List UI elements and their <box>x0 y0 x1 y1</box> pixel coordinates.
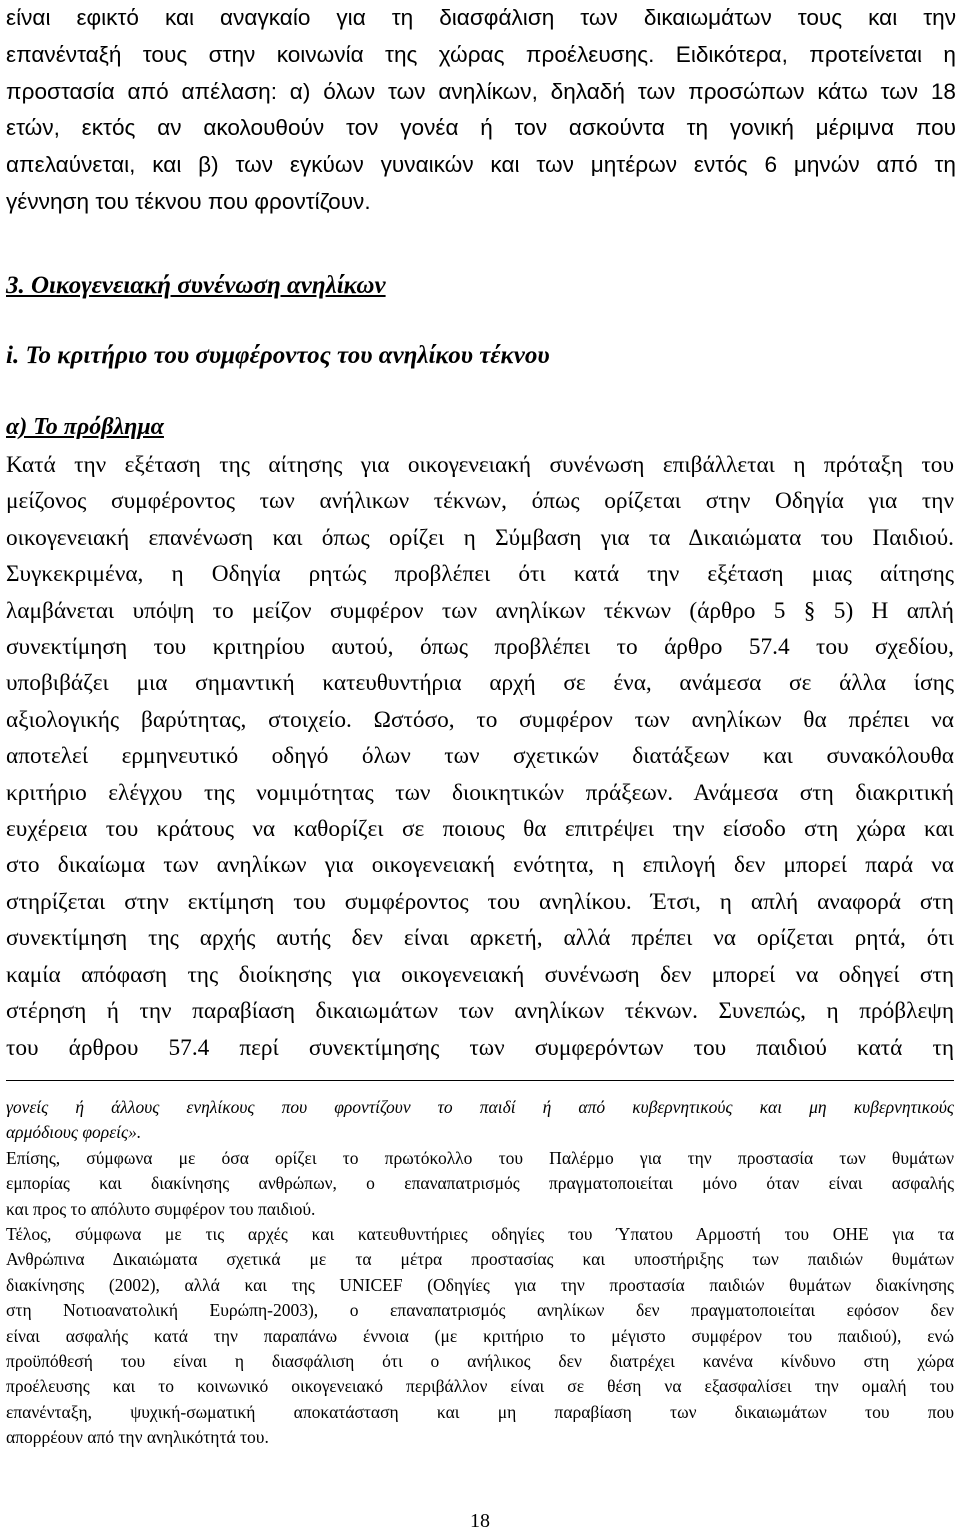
text-line: ετών, εκτός αν ακολουθούν τον γονέα ή τον ασκούντα τη γονική μέριμνα που <box>6 115 956 141</box>
footnote-line: και προς το απόλυτο συμφέρον του παιδιού. <box>6 1198 316 1219</box>
text-line: στο δικαίωμα των ανηλίκων για οικογενειακή ενότητα, η επιλογή δεν μπορεί παρά να <box>6 852 954 879</box>
text-line: απελαύνεται, και β) των εγκύων γυναικών και των μητέρων εντός 6 μηνών από τη <box>6 152 956 178</box>
text-line: γέννηση του τέκνου που φροντίζουν. <box>6 188 371 214</box>
footnote-line: απορρέουν από την ανηλικότητά του. <box>6 1427 269 1448</box>
footnote-line: αρμόδιους φορείς». <box>6 1122 142 1143</box>
text-line: είναι εφικτό και αναγκαίο για τη διασφάλιση των δικαιωμάτων τους και την <box>6 5 956 30</box>
footnote-line: επανένταξη, ψυχική-σωματική αποκατάσταση και μη παραβίαση των δικαιωμάτων του που <box>6 1401 954 1422</box>
text-line: Συγκεκριμένα, η Οδηγία ρητώς προβλέπει ότι κατά την εξέταση μιας αίτησης <box>6 561 954 588</box>
text-line: προστασία από απέλαση: α) όλων των ανηλίκων, δηλαδή των προσώπων κάτω των 18 <box>6 78 956 104</box>
footnote-line: Τέλος, σύμφωνα με τις αρχές και κατευθυντήριες οδηγίες του Ύπατου Αρμοστή του ΟΗΕ για τα <box>6 1224 954 1245</box>
text-line: αξιολογικής βαρύτητας, στοιχείο. Ωστόσο, το συμφέρον των ανηλίκων θα πρέπει να <box>6 706 954 733</box>
text-line: Κατά την εξέταση της αίτησης για οικογενειακή συνένωση επιβάλλεται η πρόταξη του <box>6 452 954 478</box>
footnote-separator <box>6 1080 954 1081</box>
footnote-line: είναι ασφαλής κατά την παραπάνω έννοια (με κριτήριο το μέγιστο συμφέρον του παιδιού), ενώ <box>6 1325 954 1346</box>
text-line: στέρηση ή την παραβίαση δικαιωμάτων των ανηλίκων τέκνων. Συνεπώς, η πρόβλεψη <box>6 998 954 1025</box>
subsubsection-heading: α) Το πρόβλημα <box>6 414 164 440</box>
text-line: στηρίζεται στην εκτίμηση του συμφέροντος του ανηλίκου. Έτσι, η απλή αναφορά στη <box>6 888 954 915</box>
intro-paragraph <box>6 0 956 221</box>
section-heading: 3. Οικογενειακή συνένωση ανηλίκων <box>6 272 386 299</box>
footnote-line: προϋπόθεσή του είναι η διασφάλιση ότι ο ανήλικος δεν διατρέχει κανένα κίνδυνο στη χώρα <box>6 1351 954 1372</box>
footnote-line: γονείς ή άλλους ενηλίκους που φροντίζουν το παιδί ή από κυβερνητικούς και μη κυβερνητικούς <box>6 1097 954 1117</box>
text-line: λαμβάνεται υπόψη το μείζον συμφέρον των ανηλίκων τέκνων (άρθρο 5 § 5) Η απλή <box>6 597 954 624</box>
text-line: κριτήριο ελέγχου της νομιμότητας των διοικητικών πράξεων. Ανάμεσα στη διακριτική <box>6 779 954 806</box>
subsection-heading: i. Το κριτήριο του συμφέροντος του ανηλίκου τέκνου <box>6 342 550 369</box>
text-line: συνεκτίμηση του κριτηρίου αυτού, όπως προβλέπει το άρθρο 57.4 του σχεδίου, <box>6 634 954 661</box>
footnote-line: προέλευσης και το κοινωνικό οικογενειακό περιβάλλον είναι σε θέση να εξασφαλίσει την ομαλή του <box>6 1376 954 1397</box>
footnote-line: Επίσης, σύμφωνα με όσα ορίζει το πρωτόκολλο του Παλέρμο για την προστασία των θυμάτων <box>6 1147 954 1168</box>
text-line: οικογενειακή επανένωση και όπως ορίζει η Σύμβαση για τα Δικαιώματα του Παιδιού. <box>6 524 954 551</box>
text-line: μείζονος συμφέροντος των ανήλικων τέκνων, όπως ορίζεται στην Οδηγία για την <box>6 488 954 515</box>
text-line: αποτελεί ερμηνευτικό οδηγό όλων των σχετικών διατάξεων και συνακόλουθα <box>6 743 954 770</box>
page-number: 18 <box>470 1510 490 1532</box>
text-line: επανένταξή τους στην κοινωνία της χώρας προέλευσης. Ειδικότερα, προτείνεται η <box>6 41 956 67</box>
text-line: ευχέρεια του κράτους να καθορίζει σε ποιους θα επιτρέψει την είσοδο στη χώρα και <box>6 816 954 843</box>
footnote-line: Ανθρώπινα Δικαιώματα σχετικά με τα μέτρα προστασίας και υποστήριξης των παιδιών θυμάτων <box>6 1249 954 1270</box>
text-line: καμία απόφαση της διοίκησης για οικογενειακή συνένωση δεν μπορεί να οδηγεί στη <box>6 961 954 988</box>
footnote-line: εμπορίας και διακίνησης ανθρώπων, ο επαναπατρισμός πραγματοποιείται μόνο όταν είναι ασφαλής <box>6 1173 954 1194</box>
footnotes <box>6 1095 954 1451</box>
text-line: του άρθρου 57.4 περί συνεκτίμησης των συμφερόντων του παιδιού κατά τη <box>6 1034 954 1061</box>
footnote-line: στη Νοτιοανατολική Ευρώπη-2003), ο επαναπατρισμός ανηλίκων δεν πραγματοποιείται εφόσον δεν <box>6 1300 954 1321</box>
main-paragraph <box>6 447 954 1066</box>
text-line: υποβιβάζει μια σημαντική κατευθυντήρια αρχή σε ένα, ανάμεσα σε άλλα ίσης <box>6 670 954 697</box>
text-line: συνεκτίμηση της αρχής αυτής δεν είναι αρκετή, αλλά πρέπει να ορίζεται ρητά, ότι <box>6 925 954 952</box>
footnote-line: διακίνησης (2002), αλλά και της UNICEF (Οδηγίες για την προστασία παιδιών θυμάτων διακίνησης <box>6 1274 954 1295</box>
